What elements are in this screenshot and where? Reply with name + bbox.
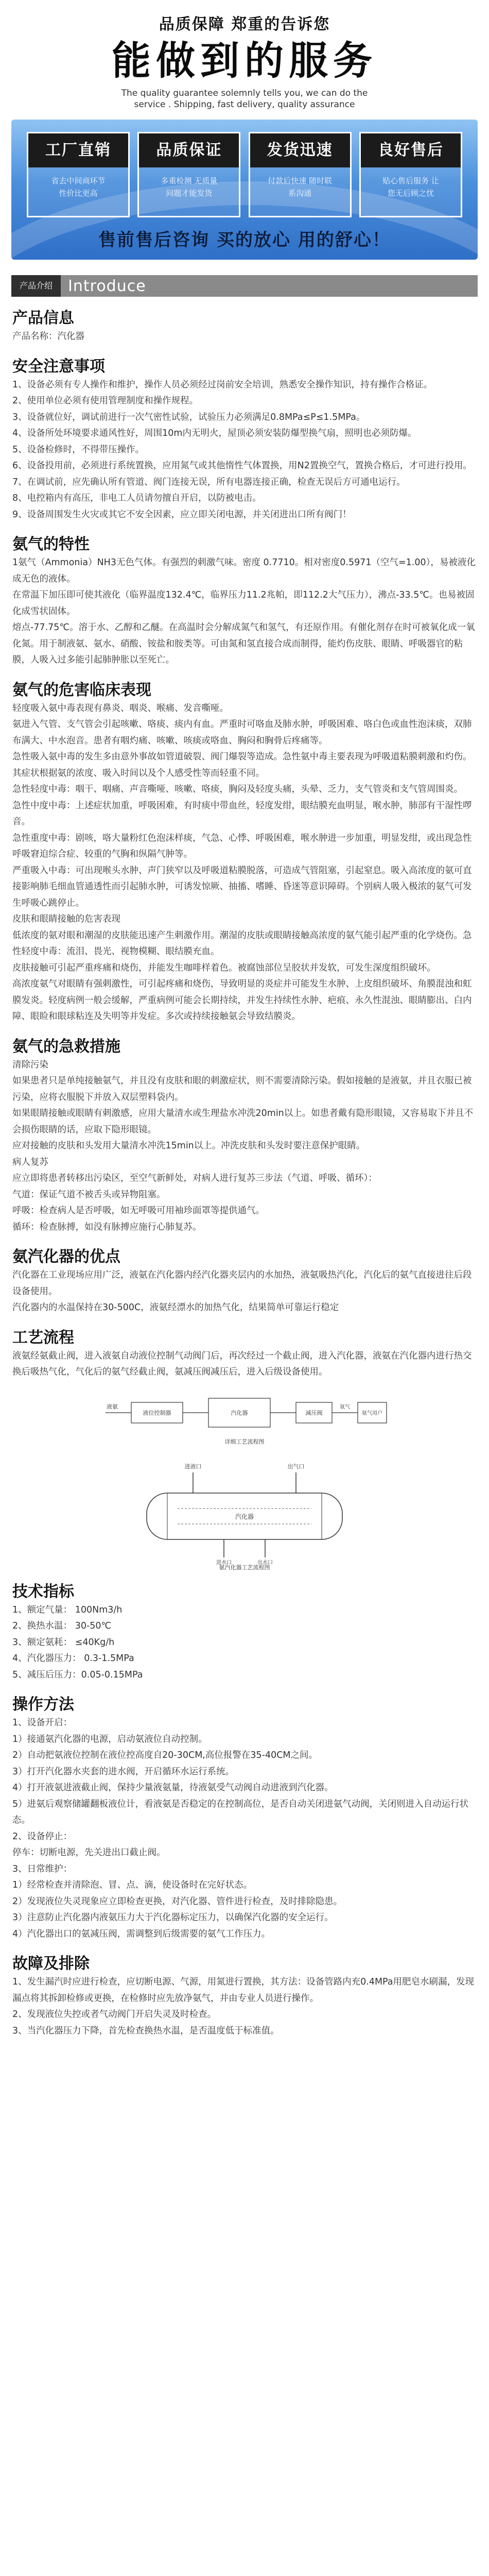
diagram-box-user: 氨气用户 <box>362 1410 382 1416</box>
paragraph: 1、额定气量： 100Nm3/h <box>12 1604 123 1615</box>
service-card <box>27 132 130 217</box>
paragraph: 1）接通氨汽化器的电源，启动氨液位自动控制。 <box>12 1734 207 1744</box>
header-tagline-2: service . Shipping, fast delivery, quality assurance <box>134 99 355 110</box>
diagram-label-vessel: 汽化器 <box>235 1513 254 1520</box>
product-content <box>0 308 489 2039</box>
service-card <box>249 132 352 217</box>
paragraph: 1、设备开启： <box>12 1718 73 1728</box>
paragraph: 2、换热水温： 30-50℃ <box>12 1621 112 1631</box>
diagram-caption: 氨汽化器工艺流程图 <box>219 1564 270 1570</box>
section-heading: 氨汽化器的优点 <box>12 1248 120 1266</box>
paragraph: 3、额定氨耗： ≤40Kg/h <box>12 1637 115 1648</box>
paragraph: 气道：保证气道不被舌头或异物阻塞。 <box>12 1189 166 1200</box>
header-tagline-1: The quality guarantee solemnly tells you, we can do the <box>121 88 368 98</box>
paragraph: 急性吸入氨中毒的发生多由意外事故如管道破裂、阀门爆裂等造成。急性氨中毒主要表现为呼吸道粘膜刺激和灼伤。其症状根据氨的浓度、吸入时间以及个人感受性等而轻重不同。 <box>12 752 472 778</box>
service-card-title: 发货迅速 <box>250 133 350 167</box>
paragraph: 6、设备投用前，必须进行系统置换，应用氮气或其他惰性气体置换，用N2置换空气，置换合格后，才可进行投用。 <box>12 461 472 471</box>
paragraph: 严重吸入中毒：可出现喉头水肿、声门狭窄以及呼吸道粘膜脱落，可造成气管阻塞，引起窒息。吸入高浓度的氨可直接影响肺毛细血管通透性而引起肺水肿，可诱发惊厥、抽搐、嗜睡、昏迷等意识障碍。个别病人吸入极浓的氨气可发生呼吸心跳停止。 <box>12 865 472 908</box>
service-card-title: 良好售后 <box>361 133 461 167</box>
header-slogan: 品质保障 郑重的告诉您 <box>159 15 330 33</box>
section-heading: 氨气的急救措施 <box>12 1037 120 1056</box>
paragraph: 轻度吸入氨中毒表现有鼻炎、咽炎、喉痛、发音嘶哑。 <box>12 703 229 714</box>
paragraph: 2）自动把氨液位控制在液位控高度自20-30CM,高位报警在35-40CM之间。 <box>12 1750 318 1760</box>
section-heading: 技术指标 <box>12 1582 74 1601</box>
banner-motto: 售前售后咨询 买的放心 用的舒心！ <box>98 230 391 250</box>
diagram-caption: 详细工艺流程图 <box>224 1438 265 1445</box>
paragraph: 8、电控箱内有高压，非电工人员请勿擅自开启，以防被电击。 <box>12 493 261 503</box>
paragraph: 如果眼睛接触或眼睛有刺激感，应用大量清水或生理盐水冲洗20min以上。如患者戴有隐形眼镜，又容易取下并且不会损伤眼睛的话，应取下隐形眼镜。 <box>12 1108 474 1135</box>
paragraph: 5、减压后压力：0.05-0.15MPa <box>12 1669 143 1680</box>
section-heading: 氨气的危害临床表现 <box>12 681 151 699</box>
section-heading: 产品信息 <box>12 309 74 327</box>
paragraph: 3）打开汽化器水夹套的进水阀，开启循环水运行系统。 <box>12 1766 235 1777</box>
paragraph: 高浓度氨气对眼睛有强刺激性，可引起疼痛和烧伤，导致明显的炎症并可能发生水肿、上皮组织破坏、角膜混浊和虹膜发炎。轻度病例一般会缓解，严重病例可能会长期持续，并发生持续性水肿、疤痕、永久性混浊、眼睛膨出、白内障、眼睑和眼球粘连及失明等并发症。多次或持续接触氨会导致结膜炎。 <box>12 979 472 1022</box>
service-card-desc: 省去中间商环节 性价比更高 <box>51 176 106 198</box>
diagram-label-outlet: 出气口 <box>287 1463 305 1470</box>
diagram-label-water-in: 进水口 <box>216 1560 232 1566</box>
diagram-in-label: 液氨 <box>107 1403 118 1410</box>
paragraph: 液氨经氨截止阀，进入液氨自动液位控制气动阀门后，再次经过一个截止阀，进入汽化器，液氨在汽化器内进行热交换后吸热气化，气化后的氨气经截止阀，氨减压阀减压后，进入后级设备使用。 <box>12 1350 472 1377</box>
diagram-box-level-controller: 液位控制器 <box>143 1409 171 1416</box>
section-heading: 工艺流程 <box>12 1328 74 1347</box>
service-card-desc: 付款后快速 随时联 系沟通 <box>268 176 333 198</box>
paragraph: 2、发现液位失控或者气动阀门开启失灵及时检查。 <box>12 2009 217 2020</box>
paragraph: 5、设备检修时，不得带压操作。 <box>12 444 145 455</box>
paragraph: 9、设备周围发生火灾或其它不安全因素，应立即关闭电源，并关闭进出口所有阀门！ <box>12 509 352 520</box>
header-title: 能做到的服务 <box>112 38 377 83</box>
paragraph: 应立即将患者转移出污染区，至空气新鲜处，对病人进行复苏三步法（气道、呼吸、循环）： <box>12 1173 377 1183</box>
diagram-out-label: 氨气 <box>340 1404 350 1410</box>
diagram-label-water-out: 出水口 <box>257 1560 273 1566</box>
service-card-desc: 多重检测 无质量 问题才能发货 <box>161 176 218 198</box>
paragraph: 皮肤接触可引起严重疼痛和烧伤，并能发生咖啡样着色。被腐蚀部位呈胶状并发软，可发生深度组织破坏。 <box>12 962 436 973</box>
paragraph: 应对接触的皮肤和头发用大量清水冲洗15min以上。冲洗皮肤和头发时要注意保护眼睛。 <box>12 1141 365 1151</box>
diagram-box-vaporizer: 汽化器 <box>231 1409 248 1416</box>
service-banner <box>11 120 478 260</box>
section-tag: 产品介绍 <box>11 275 61 297</box>
paragraph: 1、设备必须有专人操作和维护，操作人员必须经过岗前安全培训，熟悉安全操作知识，持有操作合格证。 <box>12 379 433 390</box>
paragraph: 3、设备就位好，调试前进行一次气密性试验，试验压力必须满足0.8MPa≤P≤1.5MPa。 <box>12 412 365 422</box>
section-heading: 氨气的特性 <box>12 535 90 553</box>
section-heading: 故障及排除 <box>12 1955 90 1973</box>
paragraph: 4）打开液氨进液截止阀，保持少量液氨量，待液氨受气动阀自动进液到汽化器。 <box>12 1783 334 1793</box>
paragraph: 汽化器内的水温保持在30-500C，液氨经漂水的加热气化，结果简单可靠运行稳定 <box>12 1302 339 1313</box>
paragraph: 4、设备所处环境要求通风性好，周围10m内无明火，屋顶必须安装防爆型换气扇，照明也必须防爆。 <box>12 428 417 438</box>
paragraph: 氨进入气管、支气管会引起咳嗽、咯痰、痰内有血。严重时可咯血及肺水肿，呼吸困难、咯白色或血性泡沫痰，双肺布满大、中水泡音。患者有咽灼痛、咳嗽、咳痰或咯血、胸闷和胸骨后疼痛等。 <box>12 719 472 746</box>
service-card-title: 工厂直销 <box>28 133 128 167</box>
section-heading: 操作方法 <box>12 1696 74 1714</box>
section-bar <box>11 275 478 297</box>
service-card-title: 品质保证 <box>139 133 239 167</box>
paragraph: 急性重度中毒：剧咳，咯大量粉红色泡沫样痰，气急、心悸、呼吸困难，喉水肿进一步加重，明显发绀，或出现急性呼吸窘迫综合症、较重的气胸和纵隔气肿等。 <box>12 833 472 859</box>
paragraph: 3、日常维护： <box>12 1863 73 1874</box>
paragraph: 1、发生漏汽时应进行检查，应切断电源、气源，用氮进行置换，其方法：设备管路内充0.4MPa用肥皂水刷漏，发现漏点将其拆卸检修或更换，在检修时应先放净氨气，并由专业人员进行操作。 <box>12 1977 475 2004</box>
header <box>0 0 489 110</box>
paragraph: 如果患者只是单纯接触氨气，并且没有皮肤和眼的刺激症状，则不需要清除污染。假如接触的是液氨，并且衣服已被污染，应将衣服脱下并放入双层塑料袋内。 <box>12 1076 472 1103</box>
paragraph: 7、在调试前，应先确认所有管道、阀门连接无误，所有电器连接正确，检查无误后方可通电运行。 <box>12 477 406 487</box>
diagram-label-inlet: 进液口 <box>184 1463 202 1470</box>
section-heading: 安全注意事项 <box>12 357 105 376</box>
paragraph: 3、当汽化器压力下降，首先检查换热水温，是否温度低于标准值。 <box>12 2025 280 2036</box>
paragraph: 2）发现液位失灵现象应立即检查更换，对汽化器、管件进行检查，及时排除隐患。 <box>12 1896 343 1907</box>
paragraph: 病人复苏 <box>12 1157 48 1167</box>
paragraph: 产品名称：汽化器 <box>12 331 84 342</box>
service-card <box>359 132 462 217</box>
paragraph: 熔点-77.75℃。溶于水、乙醇和乙醚。在高温时会分解成氮气和氢气，有还原作用。有催化剂存在时可被氧化成一氧化氮。用于制液氨、氨水、硝酸、铵盐和胺类等。可由氮和氢直接合成而制得，能灼伤皮肤、眼睛、呼吸器官的粘膜，人吸入过多能引起肺肿胀以至死亡。 <box>12 622 475 665</box>
paragraph: 3）注意防止汽化器内液氨压力大于汽化器标定压力，以确保汽化器的安全运行。 <box>12 1912 334 1923</box>
section-title: Introduce <box>68 277 146 295</box>
service-card-desc: 贴心售后服务 让 您无后顾之忧 <box>382 176 439 198</box>
paragraph: 急性中度中毒：上述症状加重，呼吸困难，有时痰中带血丝，轻度发绀，眼结膜充血明显，喉水肿，肺部有干湿性啰音。 <box>12 800 472 827</box>
vaporizer-diagram <box>90 1457 399 1570</box>
service-card <box>137 132 240 217</box>
paragraph: 4）汽化器出口的氨减压阀，需调整到后级需要的氨气工作压力。 <box>12 1928 271 1939</box>
paragraph: 清除污染 <box>12 1059 48 1070</box>
paragraph: 1氨气（Ammonia）NH3无色气体。有强烈的刺激气味。密度 0.7710。相对密度0.5971（空气=1.00），易被液化成无色的液体。 <box>12 557 476 584</box>
paragraph: 汽化器在工业现场应用广泛，液氨在汽化器内经汽化器夹层内的水加热，液氨吸热汽化，汽化后的氨气直接进往后段设备使用。 <box>12 1270 472 1297</box>
paragraph: 停车：切断电源，先关进出口截止阀。 <box>12 1848 166 1858</box>
paragraph: 4、汽化器压力： 0.3-1.5MPa <box>12 1653 134 1664</box>
service-cards <box>27 132 462 217</box>
paragraph: 2、使用单位必须有使用管理制度和操作规程。 <box>12 396 199 406</box>
paragraph: 2、设备停止： <box>12 1831 73 1842</box>
process-flow-diagram <box>100 1388 389 1450</box>
paragraph: 在常温下加压即可使其液化（临界温度132.4℃，临界压力11.2兆帕，即112.2大气压力），沸点-33.5℃。也易被固化成雪状固体。 <box>12 590 475 617</box>
paragraph: 皮肤和眼睛接触的危害表现 <box>12 914 120 924</box>
paragraph: 5）进氨后观察储罐翻板液位计，看液氨是否稳定的在控制高位，是否自动关闭进氨气动阀，关闭则进入自动运行状态。 <box>12 1799 469 1825</box>
paragraph: 呼吸：检查病人是否呼吸，如无呼吸可用袖珍面罩等提供通气。 <box>12 1206 265 1216</box>
paragraph: 急性轻度中毒：咽干、咽痛、声音嘶哑、咳嗽、咯痰，胸闷及轻度头痛，头晕、乏力，支气管炎和支气管周围炎。 <box>12 784 463 794</box>
diagram-box-reducer: 减压阀 <box>305 1409 323 1416</box>
paragraph: 循环：检查脉搏，如没有脉搏应施行心肺复苏。 <box>12 1222 202 1232</box>
paragraph: 低浓度的氨对眼和潮湿的皮肤能迅速产生刺激作用。潮湿的皮肤或眼睛接触高浓度的氨气能引起严重的化学烧伤。急性轻度中毒：流泪、畏光、视物模糊、眼结膜充血。 <box>12 930 472 957</box>
paragraph: 1）经常检查并清除泡、冒、点、滴，使设备时在完好状态。 <box>12 1880 253 1890</box>
